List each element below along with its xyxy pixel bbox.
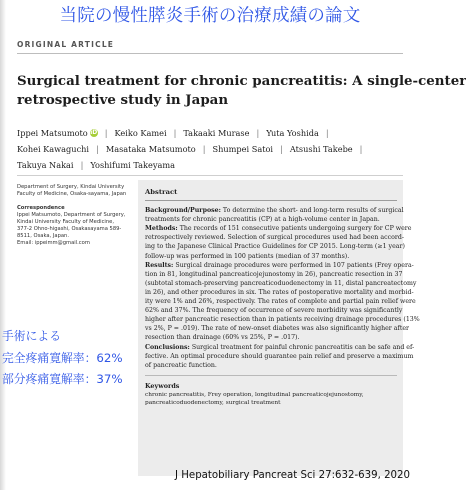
abstract-line: [145, 206, 404, 215]
abstract-line: [145, 224, 412, 233]
abstract-line-text: Surgical drainage procedures were performed in 107 patients (Frey opera-: [173, 261, 414, 269]
author[interactable]: Shumpei Satoi: [212, 144, 274, 154]
abstract-heading: Abstract: [145, 188, 178, 196]
keywords-heading: Keywords: [145, 381, 180, 390]
author[interactable]: Kohei Kawaguchi: [17, 144, 90, 154]
abstract-line-text: ity were 1% and 26%, respectively. The rates of complete and partial pain relief were: [145, 298, 416, 306]
article-type-label: ORIGINAL ARTICLE: [17, 40, 115, 49]
author-separator: |: [202, 144, 206, 154]
author[interactable]: Keiko Kamei: [114, 128, 167, 138]
correspondence-block: [17, 212, 129, 247]
correspondence-line: 8511, Osaka, Japan.: [17, 233, 69, 239]
abstract-line-text: (subtotal stomach-preserving pancreaticoduodenectomy in 11, distal pancreatectomy: [145, 279, 417, 287]
author-separator: |: [256, 128, 260, 138]
abstract-line: [145, 270, 403, 279]
correspondence-heading: Correspondence: [17, 205, 65, 211]
annotation-line: 部分疼痛寛解率：37%: [2, 372, 123, 386]
author-separator: |: [104, 128, 108, 138]
page-edge-shadow: [0, 0, 6, 490]
author-line-3: [17, 157, 407, 173]
correspondence-line: Ippei Matsumoto, Department of Surgery,: [17, 212, 126, 218]
abstract-line-text: higher after pancreatic resection than in patients receiving drainage procedures (13%: [145, 316, 420, 324]
correspondence-email[interactable]: Email: ippeimm@gmail.com: [17, 240, 90, 246]
abstract-line: [145, 288, 414, 297]
affiliation-column: [17, 184, 129, 247]
correspondence-line: 377-2 Ohno-higashi, Osakasayama 589-: [17, 226, 122, 232]
abstract-line: [145, 297, 416, 306]
abstract-line: [145, 352, 414, 361]
abstract-line: [145, 333, 397, 342]
abstract-content: [145, 188, 420, 407]
author-separator: |: [96, 144, 99, 154]
author[interactable]: Yoshifumi Takeyama: [90, 160, 175, 170]
author[interactable]: Ippei Matsumoto: [17, 128, 88, 138]
divider-mid: [17, 175, 403, 176]
orcid-icon[interactable]: iD: [90, 129, 98, 136]
author[interactable]: Yuta Yoshida: [266, 128, 319, 138]
keywords-text: [145, 391, 397, 407]
author[interactable]: Masataka Matsumoto: [105, 144, 196, 154]
keywords-divider: [145, 375, 397, 376]
abstract-line-text: fective. An optimal procedure should guarantee pain relief and preserve a maximum: [145, 352, 414, 360]
abstract-line: [145, 343, 415, 352]
abstract-line-text: treatments for chronic pancreatitis (CP) at a high-volume center in Japan.: [145, 216, 380, 224]
affiliation-line: Faculty of Medicine, Osaka-sayama, Japan: [17, 191, 127, 197]
abstract-line-text: retrospectively reviewed. Selection of surgical procedures used had been accord-: [145, 234, 405, 242]
pain-relief-annotation: [2, 326, 142, 391]
keywords-line: chronic pancreatitis, Frey operation, longitudinal pancreaticojejunostomy,: [145, 391, 364, 398]
author-separator: |: [280, 144, 283, 154]
author[interactable]: Takaaki Murase: [183, 128, 250, 138]
author-list: [17, 125, 407, 173]
abstract-divider: [145, 200, 397, 201]
japanese-title: 当院の慢性膵炎手術の治療成績の論文: [59, 6, 361, 26]
affiliation: [17, 184, 129, 198]
annotation-line: 手術による: [2, 329, 61, 343]
abstract-section-label: Conclusions:: [145, 343, 190, 351]
abstract-line: [145, 306, 403, 315]
abstract-section-label: Results:: [145, 261, 174, 269]
abstract-line: [145, 261, 414, 270]
abstract-line: [145, 315, 420, 324]
author-separator: |: [173, 128, 177, 138]
abstract-line-text: follow-up was performed in 100 patients (median of 37 months).: [145, 252, 350, 260]
affiliation-line: Department of Surgery, Kindai University: [17, 184, 125, 190]
author[interactable]: Atsushi Takebe: [289, 144, 353, 154]
abstract-text: [145, 206, 420, 370]
paper-title-line-2: retrospective study in Japan: [17, 92, 229, 108]
keywords-line: pancreaticoduodenectomy, surgical treatment: [145, 399, 281, 406]
abstract-line: [145, 361, 397, 370]
divider-top: [17, 53, 403, 54]
author-separator: |: [80, 160, 84, 170]
paper-title: [17, 72, 466, 110]
abstract-line: [145, 279, 417, 288]
abstract-line-text: in 26), and other procedures in six. The rates of postoperative mortality and morbid-: [145, 288, 414, 296]
abstract-section-label: Background/Purpose:: [145, 207, 221, 215]
abstract-line-text: ing to the Japanese Clinical Practice Guidelines for CP 2015. Long-term (≥1 year): [145, 243, 405, 251]
correspondence-line: Kindai University Faculty of Medicine,: [17, 219, 115, 225]
abstract-box: [138, 180, 420, 476]
author[interactable]: Takuya Nakai: [17, 160, 74, 170]
abstract-line-text: 62% and 37%. The frequency of occurrence of severe morbidity was significantly: [145, 307, 403, 315]
abstract-line-text: To determine the short- and long-term results of surgical: [220, 207, 404, 215]
abstract-line-text: vs 2%, P = .019). The rate of new-onset diabetes was also significantly higher after: [145, 325, 410, 333]
paper-title-line-1: Surgical treatment for chronic pancreatitis: A single-center: [17, 73, 466, 89]
abstract-line-text: of pancreatic function.: [145, 361, 217, 369]
author-line-2: [17, 141, 407, 157]
abstract-line-text: resection than drainage (60% vs 25%, P = .017).: [145, 334, 300, 342]
abstract-line: [145, 252, 397, 261]
journal-citation: J Hepatobiliary Pancreat Sci 27:632-639, 2020: [175, 470, 410, 481]
author-line-1: [17, 125, 407, 141]
abstract-line: [145, 233, 405, 242]
abstract-section-label: Methods:: [145, 225, 178, 233]
annotation-line: 完全疼痛寛解率：62%: [2, 350, 123, 365]
author-separator: |: [325, 128, 329, 138]
abstract-line: [145, 242, 405, 251]
abstract-line-text: Surgical treatment for painful chronic pancreatitis can be safe and ef-: [189, 343, 415, 351]
abstract-line: [145, 215, 397, 224]
abstract-line-text: tion in 81, longitudinal pancreaticojejunostomy in 26), pancreatic resection in 37: [145, 270, 403, 278]
abstract-line: [145, 324, 410, 333]
abstract-line-text: The records of 151 consecutive patients undergoing surgery for CP were: [177, 225, 412, 233]
author-separator: |: [359, 144, 363, 154]
